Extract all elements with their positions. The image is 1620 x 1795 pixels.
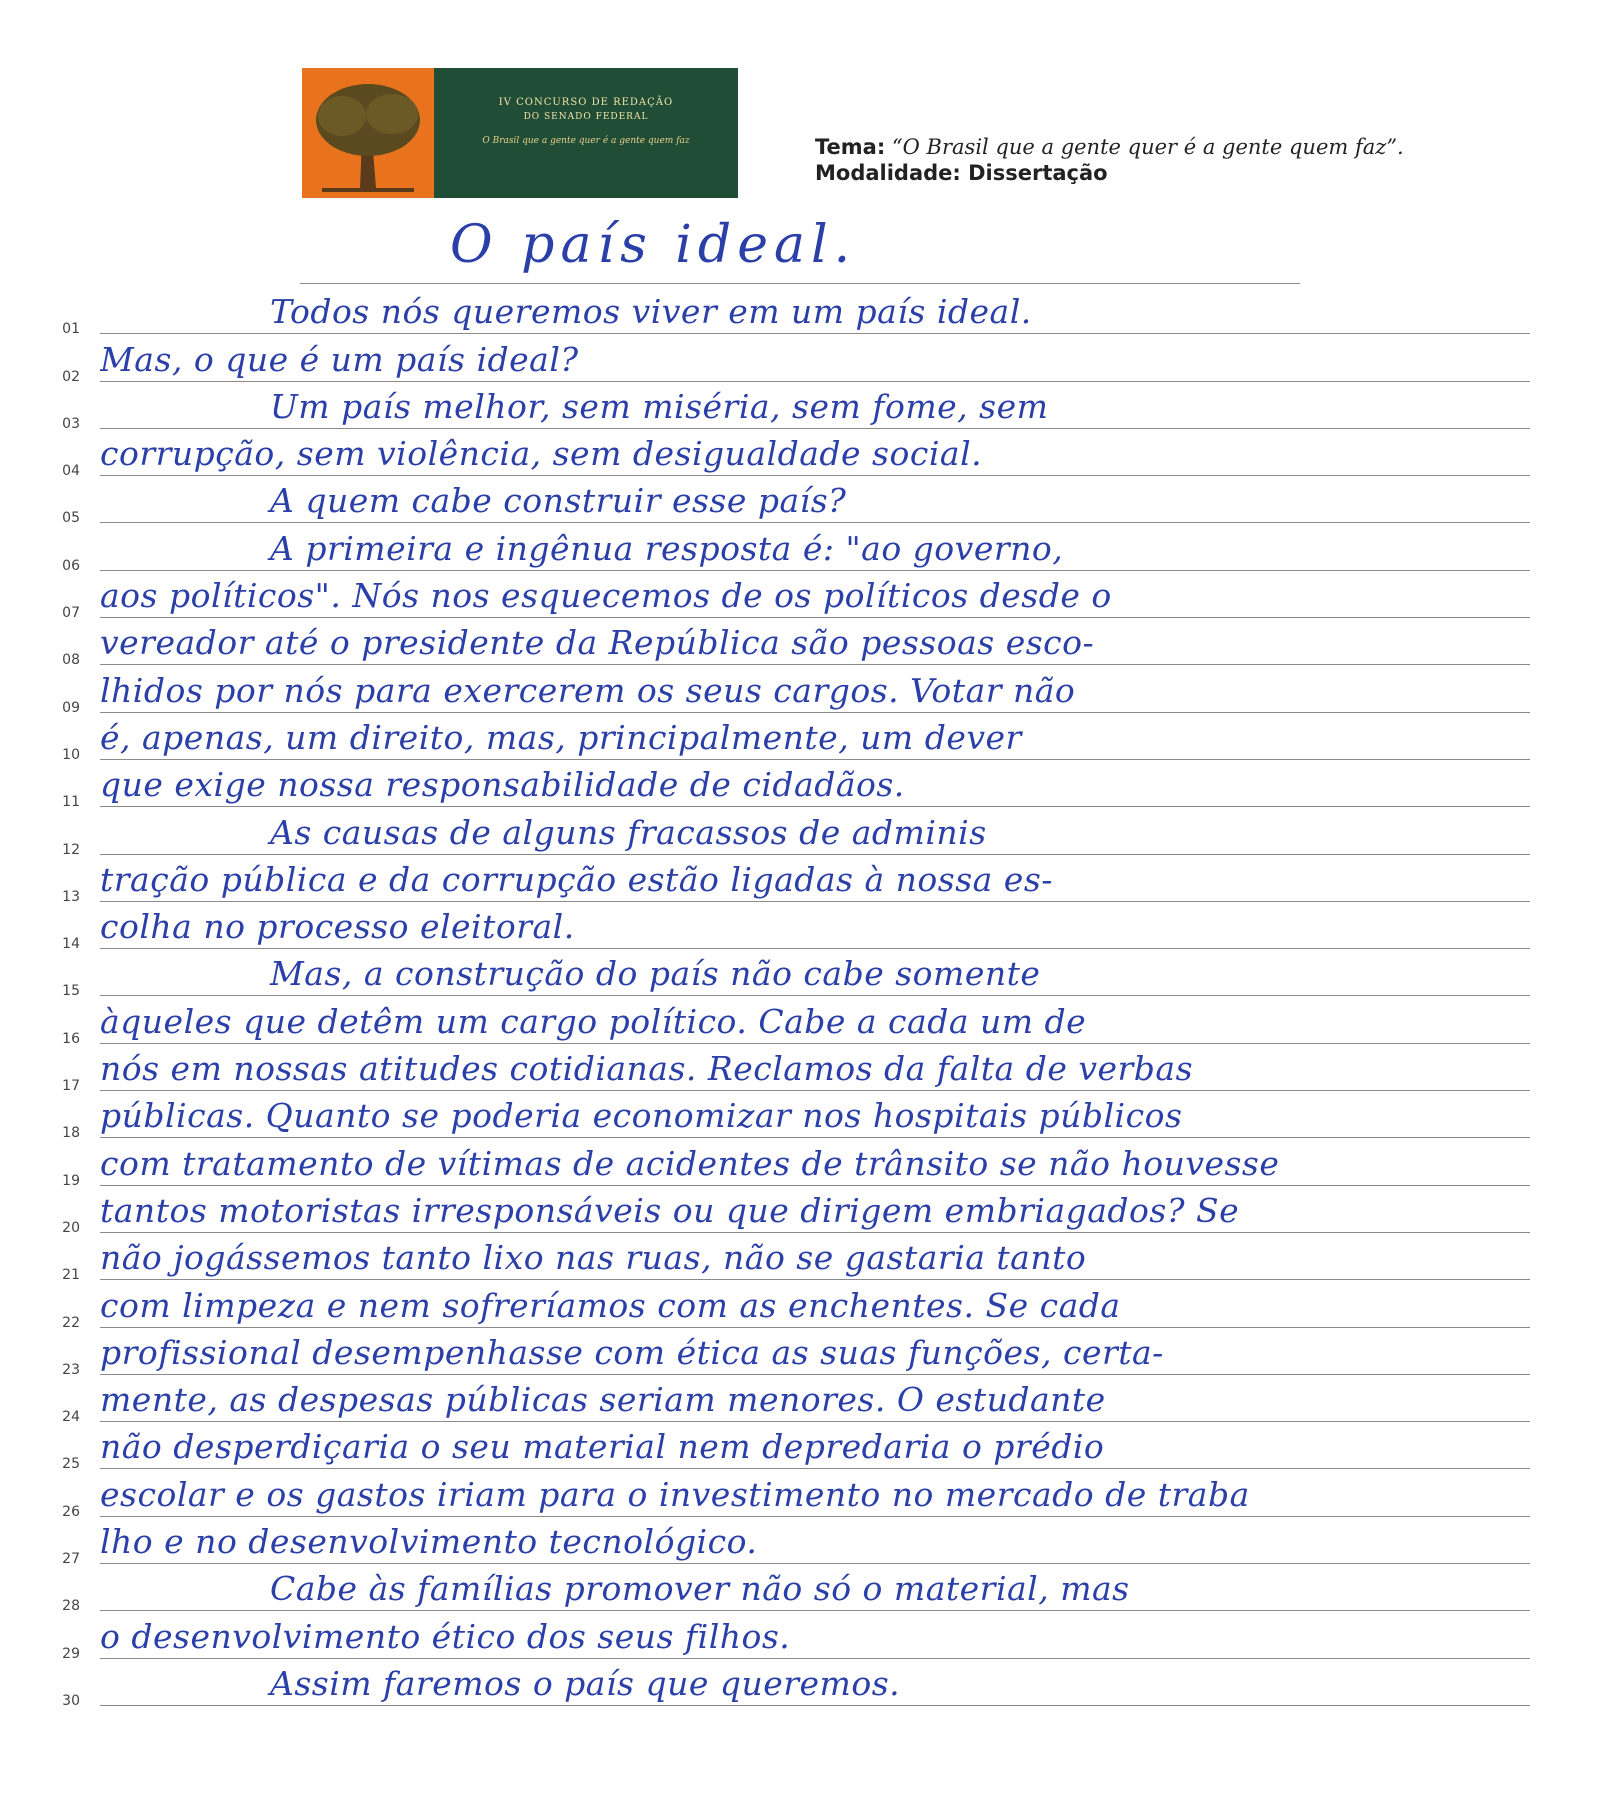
line-number: 13 (62, 888, 80, 905)
essay-line (50, 905, 1530, 952)
line-number: 25 (62, 1456, 80, 1473)
line-number: 12 (62, 841, 80, 858)
essay-line (50, 337, 1530, 384)
handwritten-line-text: Mas, o que é um país ideal? (100, 339, 579, 379)
handwritten-line-text: lhidos por nós para exercerem os seus cargos. Votar não (100, 670, 1076, 710)
tree-logo-icon (302, 68, 434, 198)
line-number: 05 (62, 510, 80, 527)
essay-line (50, 858, 1530, 905)
essay-line (50, 810, 1530, 857)
line-rule (100, 522, 1530, 523)
line-number: 30 (62, 1692, 80, 1709)
logo-text-panel (434, 68, 738, 198)
essay-lines (50, 290, 1530, 1709)
essay-line (50, 1378, 1530, 1425)
handwritten-line-text: tração pública e da corrupção estão ligadas à nossa es- (100, 859, 1053, 899)
essay-line (50, 1189, 1530, 1236)
line-rule (100, 333, 1530, 334)
handwritten-line-text: profissional desempenhasse com ética as suas funções, certa- (100, 1332, 1164, 1372)
handwritten-line-text: Assim faremos o país que queremos. (270, 1663, 901, 1703)
line-rule (100, 381, 1530, 382)
logo-line-3: O Brasil que a gente quer é a gente quem faz (482, 136, 690, 146)
line-rule (100, 995, 1530, 996)
line-rule (100, 1327, 1530, 1328)
line-number: 27 (62, 1551, 80, 1568)
handwritten-line-text: As causas de alguns fracassos de adminis (270, 812, 987, 852)
line-number: 28 (62, 1598, 80, 1615)
line-number: 01 (62, 321, 80, 338)
essay-line (50, 1094, 1530, 1141)
handwritten-line-text: Mas, a construção do país não cabe somente (270, 954, 1041, 994)
line-number: 09 (62, 699, 80, 716)
logo-line-1: IV CONCURSO DE REDAÇÃO (498, 97, 674, 108)
tema-label: Tema: (815, 135, 886, 159)
line-number: 04 (62, 463, 80, 480)
essay-line (50, 1425, 1530, 1472)
handwritten-line-text: àqueles que detêm um cargo político. Cabe a cada um de (100, 1001, 1087, 1041)
modalidade: Modalidade: Dissertação (815, 161, 1108, 185)
handwritten-line-text: com tratamento de vítimas de acidentes de trânsito se não houvesse (100, 1143, 1280, 1183)
handwritten-line-text: escolar e os gastos iriam para o investimento no mercado de traba (100, 1474, 1250, 1514)
handwritten-line-text: que exige nossa responsabilidade de cidadãos. (100, 765, 905, 805)
essay-line (50, 526, 1530, 573)
line-rule (100, 759, 1530, 760)
logo-line-2: DO SENADO FEDERAL (523, 112, 649, 122)
line-rule (100, 570, 1530, 571)
line-number: 26 (62, 1503, 80, 1520)
essay-line (50, 1331, 1530, 1378)
line-rule (100, 1279, 1530, 1280)
line-number: 03 (62, 415, 80, 432)
line-rule (100, 1137, 1530, 1138)
handwritten-line-text: Um país melhor, sem miséria, sem fome, sem (270, 386, 1049, 426)
essay-line (50, 621, 1530, 668)
line-number: 18 (62, 1125, 80, 1142)
line-rule (100, 1516, 1530, 1517)
essay-line (50, 1520, 1530, 1567)
essay-line (50, 1141, 1530, 1188)
line-rule (100, 664, 1530, 665)
theme-block (815, 134, 1404, 186)
line-number: 23 (62, 1361, 80, 1378)
essay-line (50, 668, 1530, 715)
line-number: 20 (62, 1219, 80, 1236)
line-rule (100, 901, 1530, 902)
handwritten-line-text: lho e no desenvolvimento tecnológico. (100, 1522, 758, 1562)
essay-line (50, 290, 1530, 337)
line-rule (100, 1563, 1530, 1564)
essay-line (50, 1472, 1530, 1519)
line-number: 24 (62, 1409, 80, 1426)
line-number: 08 (62, 652, 80, 669)
handwritten-line-text: é, apenas, um direito, mas, principalmente, um dever (100, 717, 1022, 757)
handwritten-line-text: não jogássemos tanto lixo nas ruas, não se gastaria tanto (100, 1238, 1087, 1278)
handwritten-line-text: com limpeza e nem sofreríamos com as enchentes. Se cada (100, 1285, 1121, 1325)
handwritten-line-text: tantos motoristas irresponsáveis ou que dirigem embriagados? Se (100, 1190, 1240, 1230)
essay-title: O país ideal. (450, 215, 857, 275)
line-rule (100, 1421, 1530, 1422)
line-rule (100, 1468, 1530, 1469)
essay-title-row (300, 215, 1300, 285)
handwritten-line-text: não desperdiçaria o seu material nem depredaria o prédio (100, 1427, 1105, 1467)
title-rule (300, 283, 1300, 284)
line-number: 11 (62, 794, 80, 811)
handwritten-line-text: corrupção, sem violência, sem desigualdade social. (100, 434, 983, 474)
contest-logo (302, 68, 738, 198)
essay-line (50, 952, 1530, 999)
line-number: 17 (62, 1078, 80, 1095)
line-number: 16 (62, 1030, 80, 1047)
line-rule (100, 1705, 1530, 1706)
handwritten-line-text: nós em nossas atitudes cotidianas. Reclamos da falta de verbas (100, 1049, 1194, 1089)
essay-line (50, 1662, 1530, 1709)
essay-line (50, 385, 1530, 432)
handwritten-line-text: públicas. Quanto se poderia economizar nos hospitais públicos (100, 1096, 1183, 1136)
line-number: 02 (62, 368, 80, 385)
line-rule (100, 428, 1530, 429)
tema-value: “O Brasil que a gente quer é a gente quem faz”. (891, 135, 1404, 159)
essay-line (50, 1236, 1530, 1283)
line-number: 15 (62, 983, 80, 1000)
line-rule (100, 806, 1530, 807)
handwritten-line-text: A quem cabe construir esse país? (270, 481, 847, 521)
line-number: 22 (62, 1314, 80, 1331)
essay-line (50, 1047, 1530, 1094)
line-number: 19 (62, 1172, 80, 1189)
line-rule (100, 1232, 1530, 1233)
essay-line (50, 479, 1530, 526)
line-number: 21 (62, 1267, 80, 1284)
line-rule (100, 1610, 1530, 1611)
essay-line (50, 1567, 1530, 1614)
essay-line (50, 716, 1530, 763)
essay-line (50, 432, 1530, 479)
handwritten-line-text: A primeira e ingênua resposta é: "ao governo, (270, 528, 1064, 568)
essay-line (50, 1283, 1530, 1330)
handwritten-line-text: aos políticos". Nós nos esquecemos de os políticos desde o (100, 576, 1112, 616)
line-number: 06 (62, 557, 80, 574)
line-rule (100, 617, 1530, 618)
essay-line (50, 763, 1530, 810)
handwritten-line-text: colha no processo eleitoral. (100, 907, 575, 947)
line-rule (100, 475, 1530, 476)
line-rule (100, 712, 1530, 713)
line-number: 10 (62, 746, 80, 763)
essay-line (50, 574, 1530, 621)
line-number: 14 (62, 936, 80, 953)
handwritten-line-text: vereador até o presidente da República são pessoas esco- (100, 623, 1095, 663)
essay-line (50, 999, 1530, 1046)
line-number: 29 (62, 1645, 80, 1662)
line-rule (100, 1658, 1530, 1659)
handwritten-line-text: Cabe às famílias promover não só o material, mas (270, 1569, 1130, 1609)
line-rule (100, 1043, 1530, 1044)
handwritten-line-text: mente, as despesas públicas seriam menores. O estudante (100, 1380, 1106, 1420)
line-rule (100, 1185, 1530, 1186)
line-rule (100, 854, 1530, 855)
line-rule (100, 948, 1530, 949)
handwritten-line-text: o desenvolvimento ético dos seus filhos. (100, 1616, 791, 1656)
essay-line (50, 1614, 1530, 1661)
handwritten-line-text: Todos nós queremos viver em um país ideal. (270, 292, 1032, 332)
line-rule (100, 1090, 1530, 1091)
line-rule (100, 1374, 1530, 1375)
line-number: 07 (62, 605, 80, 622)
